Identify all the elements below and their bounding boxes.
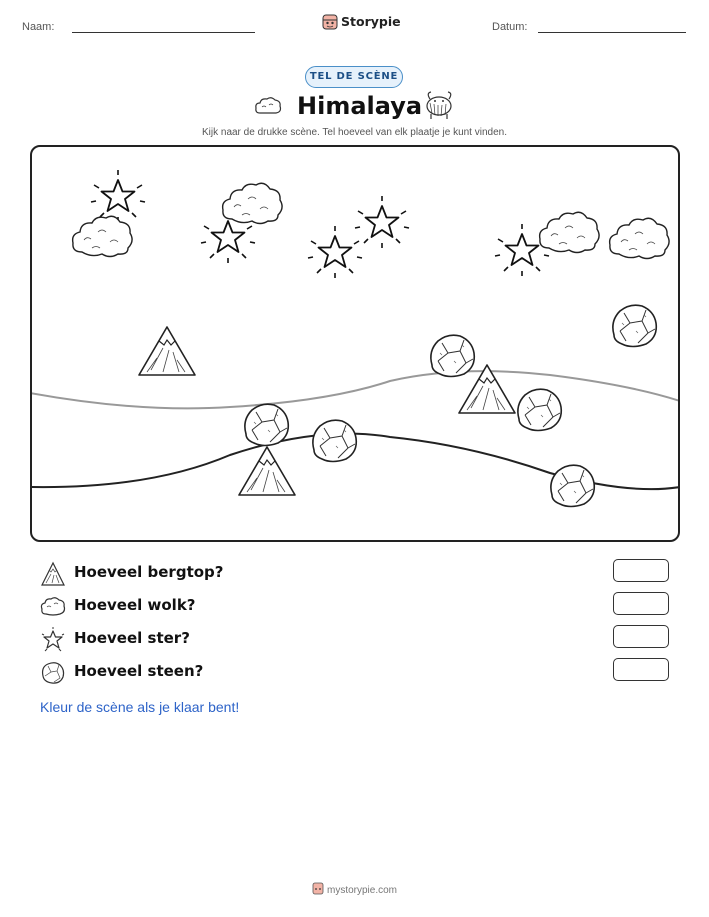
- rock-3: [518, 389, 561, 430]
- scene-drawing: [30, 145, 680, 542]
- date-field[interactable]: [538, 32, 686, 33]
- question-label: Hoeveel ster?: [74, 629, 190, 647]
- cloud-2: [223, 183, 282, 223]
- rock-1: [613, 305, 656, 346]
- cloud-icon: [40, 594, 66, 620]
- question-label: Hoeveel bergtop?: [74, 563, 224, 581]
- brand-logo: [322, 13, 412, 33]
- mountain-1: [139, 327, 195, 375]
- pie-mascot-icon: [322, 13, 338, 31]
- coloring-note: Kleur de scène als je klaar bent!: [40, 699, 240, 715]
- mountain-3: [239, 447, 295, 495]
- question-label: Hoeveel steen?: [74, 662, 204, 680]
- cloud-icon: [254, 95, 282, 117]
- answer-box-cloud[interactable]: [613, 592, 669, 615]
- footer-url[interactable]: mystorypie.com: [326, 885, 397, 896]
- mountain-icon: [40, 561, 66, 587]
- rock-icon: [40, 660, 66, 686]
- answer-box-mountain[interactable]: [613, 559, 669, 582]
- star-icon: [40, 627, 66, 653]
- counting-scene: [30, 145, 680, 542]
- cloud-3: [540, 212, 599, 252]
- yak-icon: [422, 89, 458, 121]
- activity-badge: TEL DE SCÈNE: [305, 66, 403, 88]
- brand-name: Storypie: [341, 14, 401, 29]
- answer-box-rock[interactable]: [613, 658, 669, 681]
- page-title: Himalaya: [297, 92, 423, 120]
- rock-6: [551, 465, 594, 506]
- cloud-1: [73, 216, 132, 256]
- footer: [0, 882, 709, 896]
- name-field[interactable]: [72, 32, 255, 33]
- question-label: Hoeveel wolk?: [74, 596, 196, 614]
- date-label: Datum:: [492, 21, 528, 33]
- instructions: Kijk naar de drukke scène. Tel hoeveel van elk plaatje je kunt vinden.: [201, 127, 507, 138]
- answer-box-star[interactable]: [613, 625, 669, 648]
- pie-mascot-icon: [312, 882, 324, 895]
- star-4: [355, 196, 409, 248]
- rock-5: [313, 420, 356, 461]
- cloud-4: [610, 218, 669, 258]
- star-3: [308, 226, 362, 278]
- rock-4: [245, 404, 288, 445]
- name-label: Naam:: [22, 21, 55, 33]
- star-1: [91, 170, 145, 222]
- rock-2: [431, 335, 474, 376]
